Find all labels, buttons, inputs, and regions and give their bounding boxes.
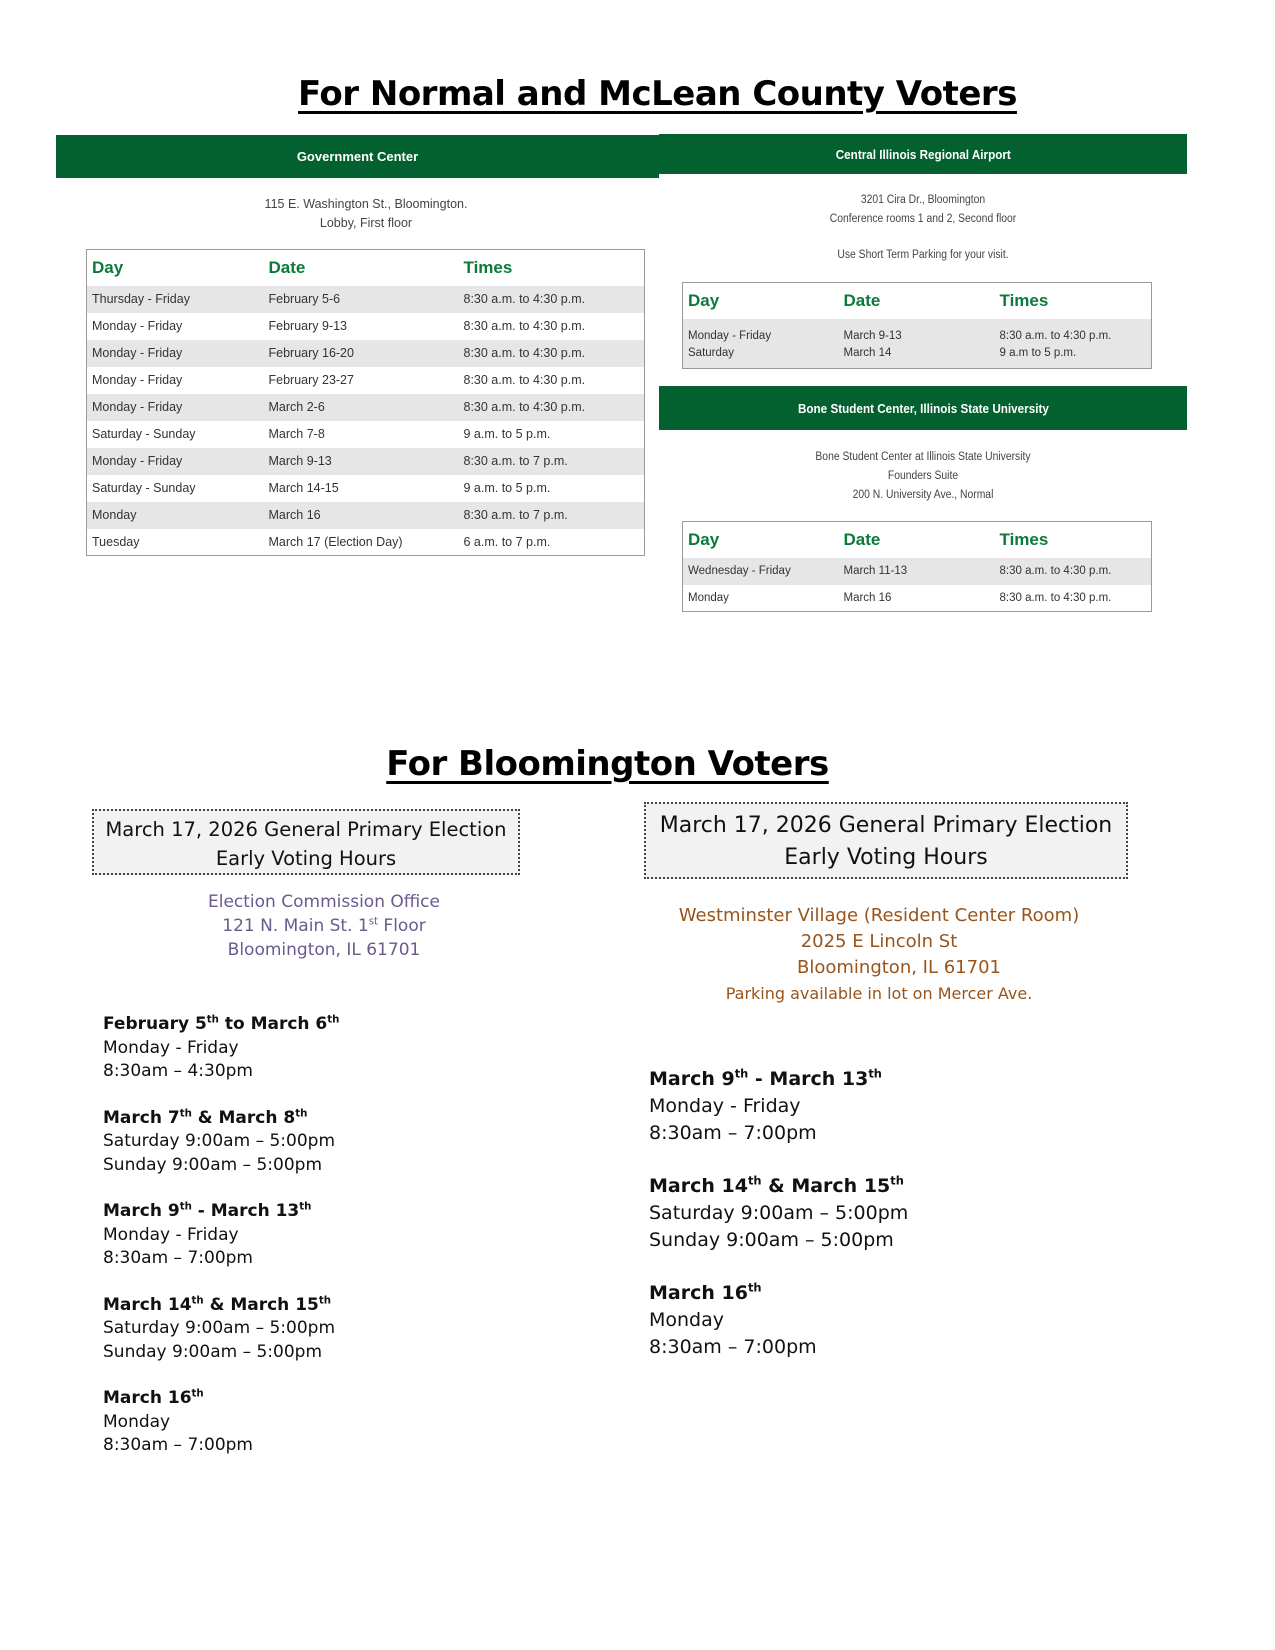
table-row xyxy=(683,585,1152,612)
cell-date: March 16 xyxy=(264,502,459,529)
cell-day: Wednesday - Friday xyxy=(683,558,839,585)
schedule-date-range: March 9th - March 13th xyxy=(649,1066,882,1090)
table-row xyxy=(87,502,645,529)
cell-times: 9 a.m. to 5 p.m. xyxy=(463,481,551,495)
schedule-line: Saturday 9:00am – 5:00pm xyxy=(103,1318,335,1338)
column-header-times: Times xyxy=(995,522,1152,558)
address-line: 115 E. Washington St., Bloomington. xyxy=(264,197,468,211)
schedule-block xyxy=(649,1173,908,1254)
column-header-day: Day xyxy=(683,522,839,558)
table-row xyxy=(87,313,645,340)
cell-day: Monday - Friday xyxy=(87,340,264,367)
cell-day: Monday xyxy=(688,591,729,604)
schedule-line: 8:30am – 4:30pm xyxy=(103,1061,253,1081)
early-voting-hours-label: Early Voting Hours xyxy=(784,845,988,870)
location-city: Bloomington, IL 61701 xyxy=(227,940,421,960)
schedule-line: Monday xyxy=(649,1309,725,1331)
cell-times: 6 a.m. to 7 p.m. xyxy=(463,534,551,549)
early-voting-title-box-left xyxy=(92,809,520,875)
election-title: March 17, 2026 General Primary Election xyxy=(659,813,1113,838)
airport-banner xyxy=(659,134,1187,174)
table-row xyxy=(87,448,645,475)
schedule-block xyxy=(649,1280,908,1361)
parking-note: Parking available in lot on Mercer Ave. xyxy=(725,984,1033,1003)
schedule-line: Saturday 9:00am – 5:00pm xyxy=(649,1202,909,1224)
cell-date: March 2-6 xyxy=(264,394,459,421)
table-row xyxy=(683,558,1152,585)
cell-date: March 11-13 xyxy=(839,558,995,585)
schedule-line: Sunday 9:00am – 5:00pm xyxy=(649,1229,894,1251)
schedule-date-range: March 16th xyxy=(103,1388,204,1408)
bone-center-banner-label: Bone Student Center, Illinois State University xyxy=(797,400,1049,416)
location-city: Bloomington, IL 61701 xyxy=(797,957,1001,978)
cell-date: February 5-6 xyxy=(264,286,459,313)
schedule-line: 8:30am – 7:00pm xyxy=(649,1336,817,1358)
address-line: Lobby, First floor xyxy=(319,216,413,230)
cell-date: March 9-13 xyxy=(839,319,995,345)
cell-date: March 14-15 xyxy=(268,481,339,495)
schedule-date-range: March 16th xyxy=(649,1280,762,1304)
cell-day: Thursday - Friday xyxy=(87,286,264,313)
government-center-hours-table xyxy=(86,249,645,556)
schedule-line: 8:30am – 7:00pm xyxy=(103,1435,253,1455)
cell-date: March 17 (Election Day) xyxy=(268,534,403,549)
cell-day: Monday - Friday xyxy=(87,448,264,475)
location-street: 2025 E Lincoln St xyxy=(800,931,958,952)
cell-times: 8:30 a.m. to 7 p.m. xyxy=(459,448,645,475)
cell-date: February 9-13 xyxy=(268,319,348,333)
schedule-block xyxy=(103,1013,339,1084)
cell-day: Monday - Friday xyxy=(92,373,183,387)
address-line: Founders Suite xyxy=(887,470,959,482)
table-row xyxy=(87,421,645,448)
table-header-row xyxy=(87,250,645,286)
schedule-line: Monday xyxy=(103,1411,171,1432)
airport-hours-table xyxy=(682,282,1152,369)
cell-day: Monday - Friday xyxy=(87,394,264,421)
westminster-village-location xyxy=(644,903,1114,1007)
airport-address xyxy=(685,191,1160,265)
cell-day: Saturday - Sunday xyxy=(92,427,196,441)
schedule-date-range: February 5th to March 6th xyxy=(103,1014,340,1034)
column-header-date: Date xyxy=(839,522,995,558)
cell-day: Monday - Friday xyxy=(683,319,839,345)
cell-day: Tuesday xyxy=(92,534,140,549)
schedule-line: Sunday 9:00am – 5:00pm xyxy=(103,1154,322,1175)
cell-times: 9 a.m to 5 p.m. xyxy=(995,345,1152,369)
bone-center-hours-table xyxy=(682,521,1152,612)
early-voting-title-box-right xyxy=(644,802,1128,879)
cell-times: 8:30 a.m. to 4:30 p.m. xyxy=(999,591,1112,604)
location-street: 121 N. Main St. 1st Floor xyxy=(222,916,426,936)
cell-day: Monday - Friday xyxy=(92,319,183,333)
bone-center-address xyxy=(685,448,1160,505)
address-line: Bone Student Center at Illinois State University xyxy=(815,451,1031,463)
cell-times: 8:30 a.m. to 4:30 p.m. xyxy=(459,340,645,367)
schedule-line: Monday - Friday xyxy=(103,1037,239,1058)
early-voting-hours-label: Early Voting Hours xyxy=(215,847,397,870)
westminster-schedule xyxy=(649,1066,908,1387)
bloomington-section-title: For Bloomington Voters xyxy=(386,744,829,784)
table-row xyxy=(87,286,645,313)
schedule-line: Saturday 9:00am – 5:00pm xyxy=(103,1131,335,1151)
election-title: March 17, 2026 General Primary Election xyxy=(105,818,507,841)
column-header-times: Times xyxy=(459,250,645,286)
schedule-line: Monday - Friday xyxy=(649,1095,801,1117)
cell-day: Saturday - Sunday xyxy=(92,481,196,495)
table-row xyxy=(87,340,645,367)
schedule-line: 8:30am – 7:00pm xyxy=(103,1248,253,1268)
column-header-date: Date xyxy=(839,283,995,319)
table-row xyxy=(87,529,645,556)
election-commission-schedule xyxy=(103,1013,339,1481)
schedule-date-range: March 14th & March 15th xyxy=(649,1173,904,1197)
cell-date: March 16 xyxy=(843,591,892,604)
schedule-line: 8:30am – 7:00pm xyxy=(649,1122,817,1144)
cell-times: 8:30 a.m. to 4:30 p.m. xyxy=(459,286,645,313)
address-line: 3201 Cira Dr., Bloomington xyxy=(860,194,986,206)
location-name: Westminster Village (Resident Center Room) xyxy=(678,905,1080,926)
table-header-row xyxy=(683,522,1152,558)
schedule-block xyxy=(103,1387,339,1458)
column-header-date: Date xyxy=(264,250,459,286)
table-row xyxy=(683,319,1152,345)
parking-note: Use Short Term Parking for your visit. xyxy=(837,249,1009,261)
election-commission-office-location xyxy=(110,890,538,962)
table-row xyxy=(683,345,1152,369)
cell-date: March 7-8 xyxy=(268,427,325,441)
cell-times: 8:30 a.m. to 4:30 p.m. xyxy=(463,319,586,333)
table-row xyxy=(87,367,645,394)
table-row xyxy=(87,394,645,421)
government-center-address xyxy=(86,195,646,233)
schedule-line: Sunday 9:00am – 5:00pm xyxy=(103,1341,322,1362)
cell-date: February 16-20 xyxy=(264,340,459,367)
cell-times: 8:30 a.m. to 4:30 p.m. xyxy=(995,319,1152,345)
schedule-block xyxy=(103,1107,339,1178)
column-header-times: Times xyxy=(995,283,1152,319)
address-line: Conference rooms 1 and 2, Second floor xyxy=(829,213,1017,225)
normal-mclean-section-title: For Normal and McLean County Voters xyxy=(298,74,1017,114)
table-row xyxy=(87,475,645,502)
cell-times: 8:30 a.m. to 4:30 p.m. xyxy=(459,394,645,421)
bone-center-banner xyxy=(659,386,1187,430)
schedule-date-range: March 14th & March 15th xyxy=(103,1294,331,1315)
column-header-day: Day xyxy=(87,250,264,286)
cell-times: 8:30 a.m. to 7 p.m. xyxy=(459,502,645,529)
schedule-line: Monday - Friday xyxy=(103,1224,239,1245)
government-center-banner-label: Government Center xyxy=(296,149,419,164)
schedule-block xyxy=(103,1294,339,1365)
government-center-banner xyxy=(56,135,659,178)
location-name: Election Commission Office xyxy=(208,892,440,912)
schedule-date-range: March 9th - March 13th xyxy=(103,1201,312,1221)
schedule-block xyxy=(103,1200,339,1271)
cell-times: 9 a.m. to 5 p.m. xyxy=(463,427,551,441)
schedule-date-range: March 7th & March 8th xyxy=(103,1107,308,1128)
cell-date: March 9-13 xyxy=(264,448,459,475)
address-line: 200 N. University Ave., Normal xyxy=(852,489,994,501)
cell-times: 8:30 a.m. to 4:30 p.m. xyxy=(995,558,1152,585)
airport-banner-label: Central Illinois Regional Airport xyxy=(835,146,1011,162)
table-header-row xyxy=(683,283,1152,319)
column-header-day: Day xyxy=(683,283,839,319)
cell-date: February 23-27 xyxy=(268,373,354,387)
cell-date: March 14 xyxy=(839,345,995,369)
schedule-block xyxy=(649,1066,908,1147)
cell-day: Monday xyxy=(87,502,264,529)
cell-day: Saturday xyxy=(683,345,839,369)
cell-times: 8:30 a.m. to 4:30 p.m. xyxy=(463,373,586,387)
